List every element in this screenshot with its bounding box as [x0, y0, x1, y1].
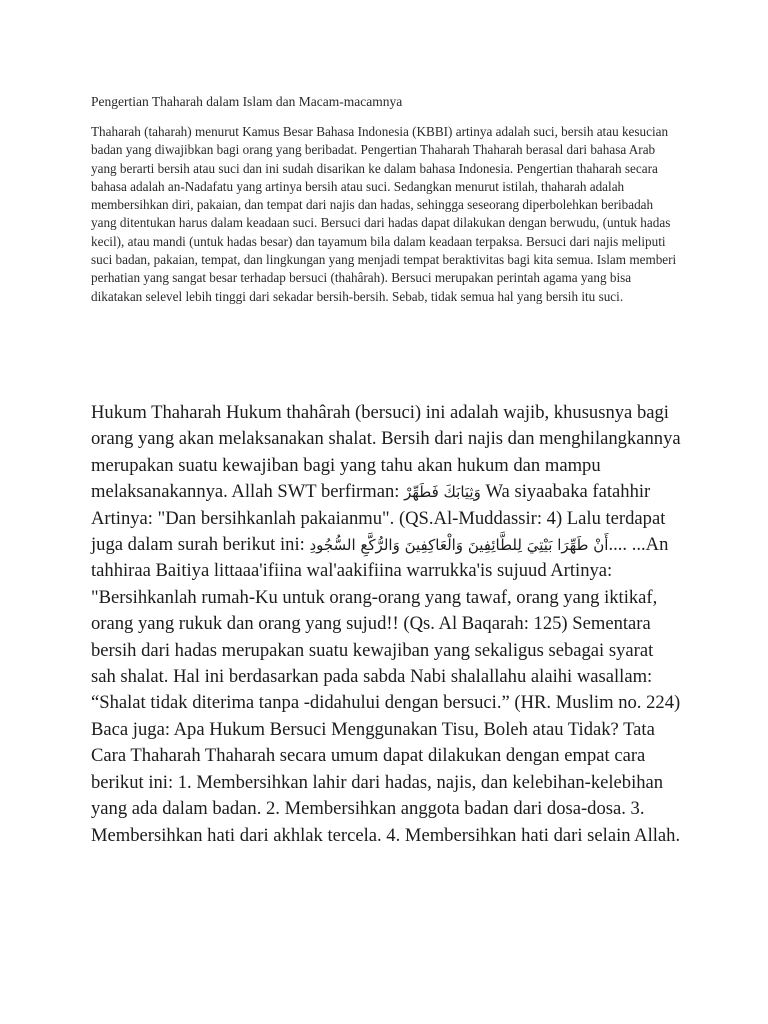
body-text-part-1: Hukum Thaharah Hukum thahârah (bersuci) ini adalah wajib, khususnya bagi orang yang akan melaksanakan shalat. Bersih dari najis dan menghilangkannya merupakan suatu kewajiban bagi yang tahu akan hukum dan mampu melaksanakannya. Allah SWT berfirman: [91, 402, 681, 503]
body-paragraph [91, 400, 681, 849]
document-title: Pengertian Thaharah dalam Islam dan Macam-macamnya [91, 94, 403, 109]
intro-paragraph: Thaharah (taharah) menurut Kamus Besar Bahasa Indonesia (KBBI) artinya adalah suci, bersih atau kesucian badan yang diwajibkan bagi orang yang beribadat. Pengertian Thaharah Thaharah berasal dari bahasa Arab yang berarti bersih atau suci dan ini sudah disarikan ke dalam bahasa Indonesia. Pengertian thaharah secara bahasa adalah an-Nadafatu yang artinya bersih atau suci. Sedangkan menurut istilah, thaharah adalah membersihkan diri, pakaian, dan tempat dari najis dan hadas, sehingga seseorang diperbolehkan beribadah yang ditentukan harus dalam keadaan suci. Bersuci dari hadas dapat dilakukan dengan berwudu, (untuk hadas kecil), atau mandi (untuk hadas besar) dan tayamum bila dalam keadaan terpaksa. Bersuci dari najis meliputi suci badan, pakaian, tempat, dan lingkungan yang menjadi tempat beraktivitas bagi kita semua. Islam memberi perhatian yang sangat besar terhadap bersuci (thahârah). Bersuci merupakan perintah agama yang bisa dikatakan selevel lebih tinggi dari sekadar bersih-bersih. Sebab, tidak semua hal yang bersih itu suci. [91, 124, 677, 304]
body-text-part-2: Wa siyaabaka fatahhir Artinya: "Dan bersihkanlah pakaianmu". (QS.Al-Muddassir: 4) Lalu terdapat juga dalam surah berikut ini: [91, 481, 666, 556]
arabic-verse-al-muddassir: وَثِيَابَكَ فَطَهِّرْ [404, 483, 481, 502]
arabic-verse-al-baqarah: أَنْ طَهِّرَا بَيْتِيَ لِلطَّائِفِينَ وَالْعَاكِفِينَ وَالرُّكَّعِ السُّجُودِ [309, 536, 609, 555]
body-text-part-3: .... ...An tahhiraa Baitiya littaaa'ifiina wal'aakifiina warrukka'is sujuud Artinya: "Bersihkanlah rumah-Ku untuk orang-orang yang tawaf, orang yang iktikaf, orang yang rukuk dan orang yang sujud!! (Qs. Al Baqarah: 125) Sementara bersih dari hadas merupakan suatu kewajiban yang sekaligus sebagai syarat sah shalat. Hal ini berdasarkan pada sabda Nabi shalallahu alaihi wasallam: “Shalat tidak diterima tanpa -didahului dengan bersuci.” (HR. Muslim no. 224) Baca juga: Apa Hukum Bersuci Menggunakan Tisu, Boleh atau Tidak? Tata Cara Thaharah Thaharah secara umum dapat dilakukan dengan empat cara berikut ini: 1. Membersihkan lahir dari hadas, najis, dan kelebihan-kelebihan yang ada dalam badan. 2. Membersihkan anggota badan dari dosa-dosa. 3. Membersihkan hati dari akhlak tercela. 4. Membersihkan hati dari selain Allah. [91, 534, 681, 846]
